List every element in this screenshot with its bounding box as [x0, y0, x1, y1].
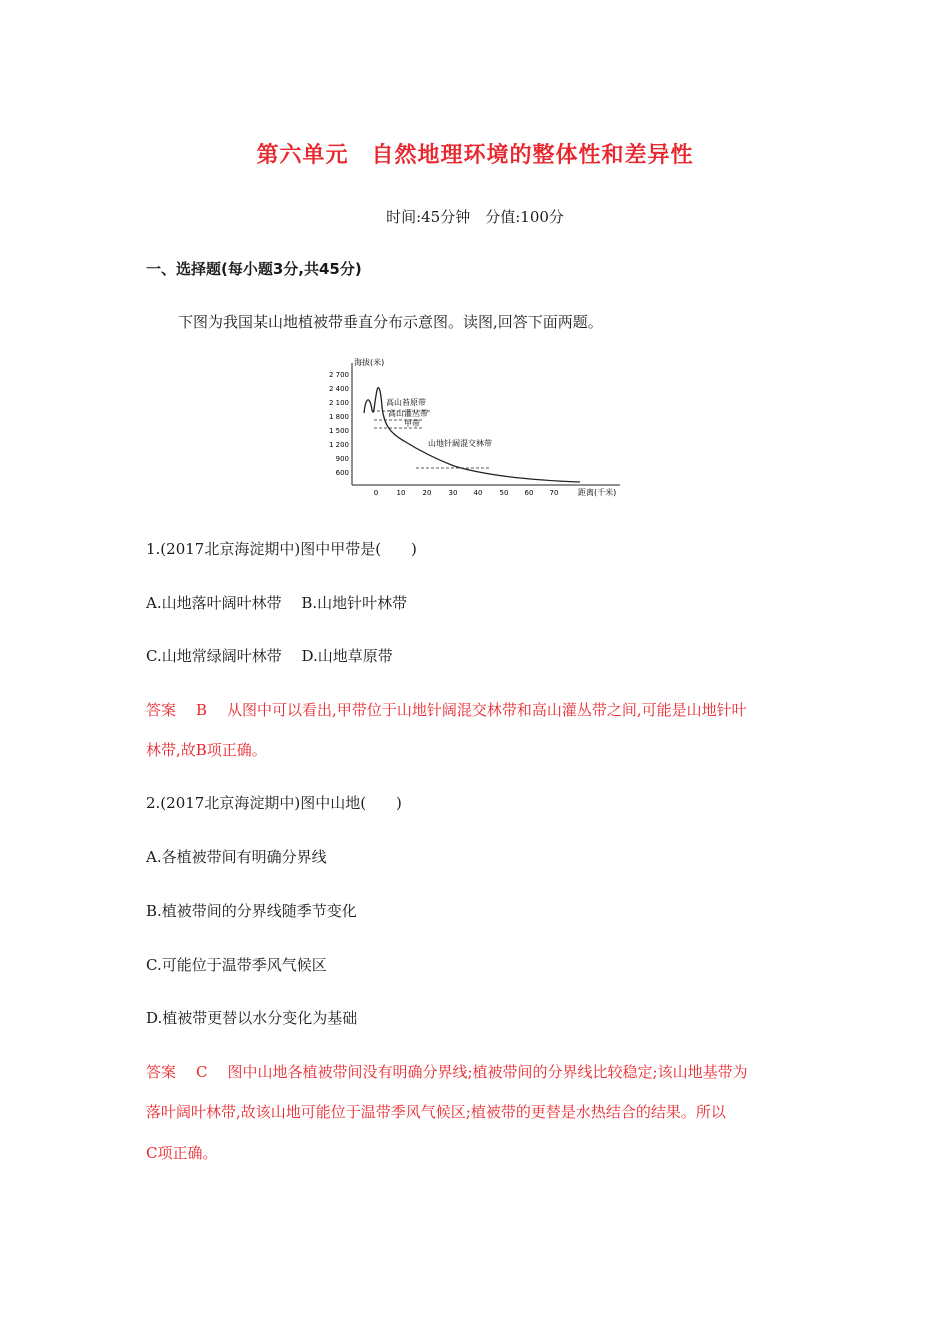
- x-tick: 60: [524, 489, 534, 497]
- y-tick: 2 400: [328, 385, 349, 393]
- q1-options-cd: C.山地常绿阔叶林带 D.山地草原带: [146, 647, 393, 665]
- y-tick: 900: [335, 455, 349, 463]
- zone-label-jia: 甲带: [404, 419, 420, 428]
- section-heading: 一、选择题(每小题3分,共45分): [146, 260, 362, 278]
- q1-answer: [146, 699, 747, 720]
- zone-label-mixed-forest: 山地针阔混交林带: [428, 439, 492, 448]
- q2-stem: 2.(2017北京海淀期中)图中山地( ): [146, 794, 402, 812]
- q2-answer: [146, 1061, 748, 1082]
- answer-label: 答案: [146, 701, 177, 719]
- y-tick: 2 700: [328, 371, 349, 379]
- y-tick: 1 500: [328, 427, 349, 435]
- q1-stem: 1.(2017北京海淀期中)图中甲带是( ): [146, 540, 417, 558]
- q2-answer-cont: C项正确。: [146, 1144, 218, 1162]
- zone-label-alpine-shrub: 高山灌丛带: [388, 409, 428, 418]
- y-tick: 1 800: [328, 413, 349, 421]
- x-tick: 40: [473, 489, 483, 497]
- q2-option-c: C.可能位于温带季风气候区: [146, 956, 327, 974]
- answer-explanation: 从图中可以看出,甲带位于山地针阔混交林带和高山灌丛带之间,可能是山地针叶: [227, 701, 747, 719]
- q1-options-ab: A.山地落叶阔叶林带 B.山地针叶林带: [146, 594, 408, 612]
- q2-option-a: A.各植被带间有明确分界线: [146, 848, 327, 866]
- y-axis-label: 海拔(米): [354, 358, 385, 367]
- y-tick: 1 200: [328, 441, 349, 449]
- x-tick: 70: [549, 489, 559, 497]
- answer-letter: B: [196, 701, 208, 719]
- zone-label-alpine-meadow: 高山苔原带: [386, 398, 426, 407]
- x-tick: 0: [373, 489, 379, 497]
- x-tick: 20: [422, 489, 432, 497]
- answer-label: 答案: [146, 1063, 177, 1081]
- y-tick: 600: [335, 469, 349, 477]
- x-axis-label: 距离(千米): [578, 488, 617, 497]
- q2-option-b: B.植被带间的分界线随季节变化: [146, 902, 357, 920]
- answer-explanation: 图中山地各植被带间没有明确分界线;植被带间的分界线比较稳定;该山地基带为: [227, 1063, 748, 1081]
- answer-letter: C: [196, 1063, 208, 1081]
- exam-meta: 时间:45分钟 分值:100分: [386, 208, 564, 226]
- q1-answer-cont: 林带,故B项正确。: [146, 741, 267, 759]
- q2-option-d: D.植被带更替以水分变化为基础: [146, 1009, 358, 1027]
- intro-text: 下图为我国某山地植被带垂直分布示意图。读图,回答下面两题。: [178, 313, 603, 331]
- x-tick: 10: [396, 489, 406, 497]
- q2-answer-cont: 落叶阔叶林带,故该山地可能位于温带季风气候区;植被带的更替是水热结合的结果。所以: [146, 1103, 726, 1121]
- vegetation-zonation-figure: [324, 355, 624, 503]
- x-tick: 30: [448, 489, 458, 497]
- x-tick: 50: [499, 489, 509, 497]
- y-tick: 2 100: [328, 399, 349, 407]
- page-title: 第六单元 自然地理环境的整体性和差异性: [256, 143, 694, 168]
